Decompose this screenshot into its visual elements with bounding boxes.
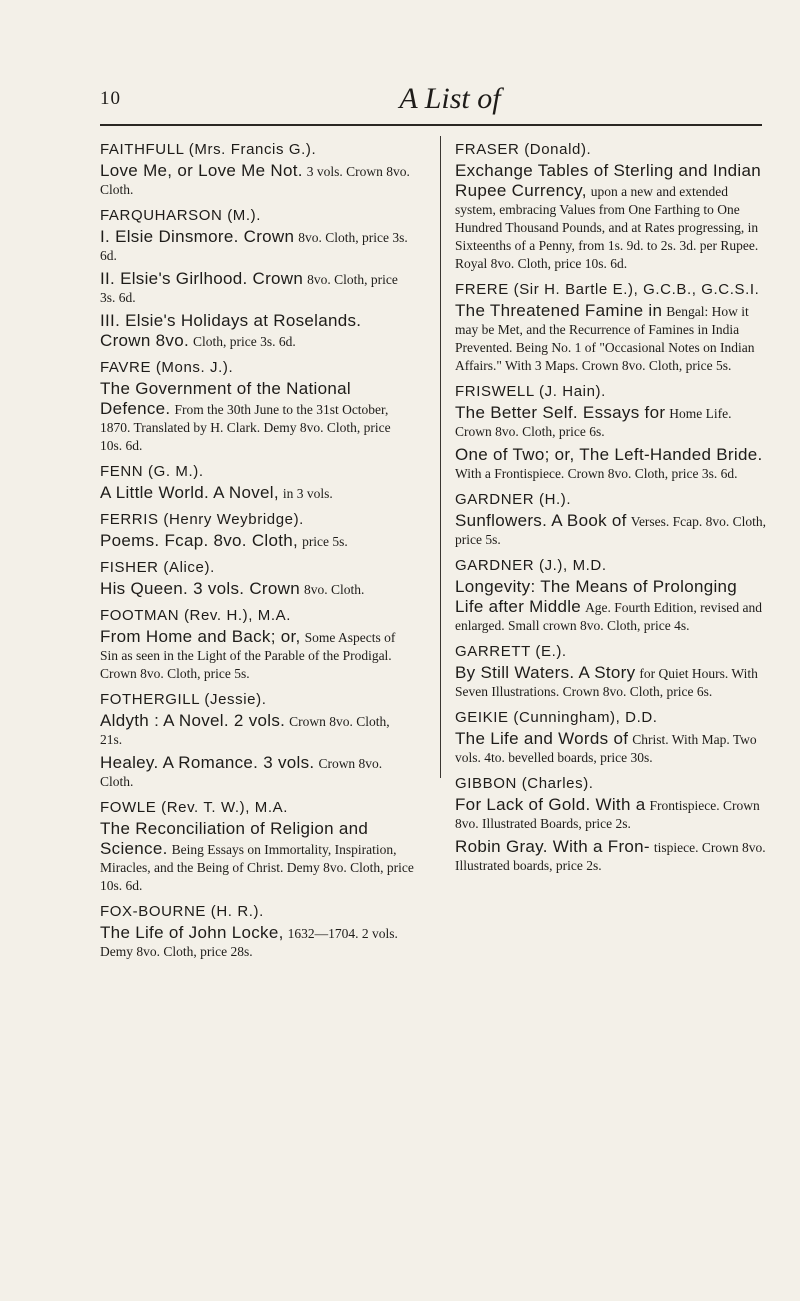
catalogue-entry bbox=[100, 510, 415, 551]
work-description: Age. Fourth Edition, revised and enlarged. Small crown 8vo. Cloth, price 4s. bbox=[455, 600, 763, 633]
work-title: Aldyth : A Novel. 2 vols. bbox=[100, 711, 286, 730]
catalogue-entry bbox=[100, 140, 415, 199]
work-description: upon a new and extended system, embracing Values from One Farthing to One Hundred Thousand Pounds, and at Rates progressing, in Sixteenths of a Penny, from 1s. 9d. to 2s. 3d. per Rupee. Royal 8vo. Cloth, price 10s. 6d. bbox=[455, 184, 759, 271]
catalogue-entry bbox=[100, 606, 415, 683]
work-title: The Government of the National Defence. bbox=[100, 379, 351, 418]
work-listing bbox=[455, 301, 770, 375]
work-listing bbox=[100, 311, 415, 351]
catalogue-entry bbox=[100, 902, 415, 961]
work-listing bbox=[455, 729, 770, 767]
work-title: III. Elsie's Holidays at Roselands. Crown 8vo. bbox=[100, 311, 362, 350]
work-description: Verses. Fcap. 8vo. Cloth, price 5s. bbox=[455, 514, 767, 547]
work-description: Bengal: How it may be Met, and the Recurrence of Famines in India Prevented. Being No. 1 of "Occasional Notes on Indian Affairs." With 3 Maps. Crown 8vo. Cloth, price 5s. bbox=[455, 304, 755, 373]
author-heading: FERRIS (Henry Weybridge). bbox=[100, 511, 304, 528]
work-description: 8vo. Cloth, price 3s. 6d. bbox=[100, 230, 408, 263]
work-listing bbox=[100, 627, 415, 683]
author-heading: FAVRE (Mons. J.). bbox=[100, 359, 234, 376]
work-title: Love Me, or Love Me Not. bbox=[100, 161, 303, 180]
work-description: Being Essays on Immortality, Inspiration, Miracles, and the Being of Christ. Demy 8vo. Cloth, price 10s. 6d. bbox=[100, 842, 414, 893]
work-title: His Queen. 3 vols. Crown bbox=[100, 579, 300, 598]
author-heading: FARQUHARSON (M.). bbox=[100, 207, 262, 224]
left-column bbox=[100, 140, 415, 968]
author-heading: FOX-BOURNE (H. R.). bbox=[100, 903, 264, 920]
work-listing bbox=[100, 483, 415, 503]
work-title: The Life of John Locke, bbox=[100, 923, 284, 942]
author-heading: GARRETT (E.). bbox=[455, 643, 567, 660]
work-listing bbox=[100, 923, 415, 961]
right-column bbox=[455, 140, 770, 882]
catalogue-entry bbox=[455, 556, 770, 635]
work-listing bbox=[455, 511, 770, 549]
work-title: Poems. Fcap. 8vo. Cloth, bbox=[100, 531, 299, 550]
work-title: Exchange Tables of Sterling and Indian Rupee Currency, bbox=[455, 161, 761, 200]
catalogue-entry bbox=[455, 140, 770, 273]
author-heading: FENN (G. M.). bbox=[100, 463, 204, 480]
work-listing bbox=[455, 795, 770, 833]
work-listing bbox=[100, 753, 415, 791]
work-title: II. Elsie's Girlhood. Crown bbox=[100, 269, 304, 288]
work-description: 3 vols. Crown 8vo. Cloth. bbox=[100, 164, 410, 197]
work-description: in 3 vols. bbox=[282, 486, 333, 501]
author-heading: FRISWELL (J. Hain). bbox=[455, 383, 606, 400]
work-title: For Lack of Gold. With a bbox=[455, 795, 646, 814]
work-title: From Home and Back; or, bbox=[100, 627, 301, 646]
catalogue-entry bbox=[100, 690, 415, 791]
author-heading: FISHER (Alice). bbox=[100, 559, 215, 576]
author-heading: FOWLE (Rev. T. W.), M.A. bbox=[100, 799, 289, 816]
work-title: The Threatened Famine in bbox=[455, 301, 663, 320]
work-listing bbox=[455, 663, 770, 701]
author-heading: GEIKIE (Cunningham), D.D. bbox=[455, 709, 658, 726]
work-title: The Life and Words of bbox=[455, 729, 629, 748]
work-listing bbox=[100, 711, 415, 749]
work-description: Cloth, price 3s. 6d. bbox=[192, 334, 296, 349]
author-heading: FRASER (Donald). bbox=[455, 141, 592, 158]
work-description: From the 30th June to the 31st October, 1870. Translated by H. Clark. Demy 8vo. Cloth, price 10s. 6d. bbox=[100, 402, 391, 453]
author-heading: FOTHERGILL (Jessie). bbox=[100, 691, 267, 708]
work-listing bbox=[100, 531, 415, 551]
catalogue-entry bbox=[100, 206, 415, 351]
work-description: Home Life. Crown 8vo. Cloth, price 6s. bbox=[455, 406, 732, 439]
work-listing bbox=[100, 379, 415, 455]
catalogue-entry bbox=[455, 642, 770, 701]
work-title: A Little World. A Novel, bbox=[100, 483, 279, 502]
author-heading: GARDNER (J.), M.D. bbox=[455, 557, 607, 574]
work-listing bbox=[100, 161, 415, 199]
catalogue-entry bbox=[100, 558, 415, 599]
work-title: Sunflowers. A Book of bbox=[455, 511, 627, 530]
work-description: Frontispiece. Crown 8vo. Illustrated Boards, price 2s. bbox=[455, 798, 760, 831]
catalogue-entry bbox=[455, 708, 770, 767]
catalogue-entry bbox=[100, 462, 415, 503]
work-listing bbox=[455, 445, 770, 483]
author-heading: FOOTMAN (Rev. H.), M.A. bbox=[100, 607, 292, 624]
work-listing bbox=[455, 577, 770, 635]
catalogue-entry bbox=[455, 774, 770, 875]
work-listing bbox=[455, 837, 770, 875]
work-listing bbox=[100, 819, 415, 895]
running-title: A List of bbox=[399, 82, 501, 115]
author-heading: FRERE (Sir H. Bartle E.), G.C.B., G.C.S.I. bbox=[455, 281, 760, 298]
work-listing bbox=[100, 269, 415, 307]
page-header bbox=[100, 82, 760, 122]
work-listing bbox=[100, 579, 415, 599]
work-title: Robin Gray. With a Fron- bbox=[455, 837, 650, 856]
work-listing bbox=[455, 161, 770, 273]
work-listing bbox=[100, 227, 415, 265]
work-description: price 5s. bbox=[302, 534, 348, 549]
work-title: I. Elsie Dinsmore. Crown bbox=[100, 227, 295, 246]
work-listing bbox=[455, 403, 770, 441]
work-title: By Still Waters. A Story bbox=[455, 663, 636, 682]
author-heading: GARDNER (H.). bbox=[455, 491, 572, 508]
author-heading: FAITHFULL (Mrs. Francis G.). bbox=[100, 141, 317, 158]
catalogue-entry bbox=[455, 382, 770, 483]
work-description: for Quiet Hours. With Seven Illustrations. Crown 8vo. Cloth, price 6s. bbox=[455, 666, 758, 699]
work-description: Some Aspects of Sin as seen in the Light of the Parable of the Prodigal. Crown 8vo. Cloth, price 5s. bbox=[100, 630, 396, 681]
catalogue-entry bbox=[455, 490, 770, 549]
work-title: One of Two; or, The Left-Handed Bride. bbox=[455, 445, 763, 464]
catalogue-entry bbox=[100, 358, 415, 455]
column-divider bbox=[440, 136, 441, 778]
work-description: With a Frontispiece. Crown 8vo. Cloth, price 3s. 6d. bbox=[455, 466, 738, 481]
work-description: Christ. With Map. Two vols. 4to. bevelled boards, price 30s. bbox=[455, 732, 757, 765]
author-heading: GIBBON (Charles). bbox=[455, 775, 594, 792]
work-description: 8vo. Cloth, price 3s. 6d. bbox=[100, 272, 398, 305]
work-title: The Reconciliation of Religion and Science. bbox=[100, 819, 369, 858]
work-description: tispiece. Crown 8vo. Illustrated boards, price 2s. bbox=[455, 840, 766, 873]
work-title: The Better Self. Essays for bbox=[455, 403, 666, 422]
work-title: Longevity: The Means of Prolonging Life after Middle bbox=[455, 577, 738, 616]
catalogue-entry bbox=[100, 798, 415, 895]
work-description: Crown 8vo. Cloth, 21s. bbox=[100, 714, 390, 747]
page-number: 10 bbox=[100, 88, 121, 109]
work-description: 1632—1704. 2 vols. Demy 8vo. Cloth, price 28s. bbox=[100, 926, 398, 959]
work-description: 8vo. Cloth. bbox=[303, 582, 365, 597]
work-description: Crown 8vo. Cloth. bbox=[100, 756, 383, 789]
catalogue-entry bbox=[455, 280, 770, 375]
header-rule bbox=[100, 124, 762, 126]
work-title: Healey. A Romance. 3 vols. bbox=[100, 753, 315, 772]
